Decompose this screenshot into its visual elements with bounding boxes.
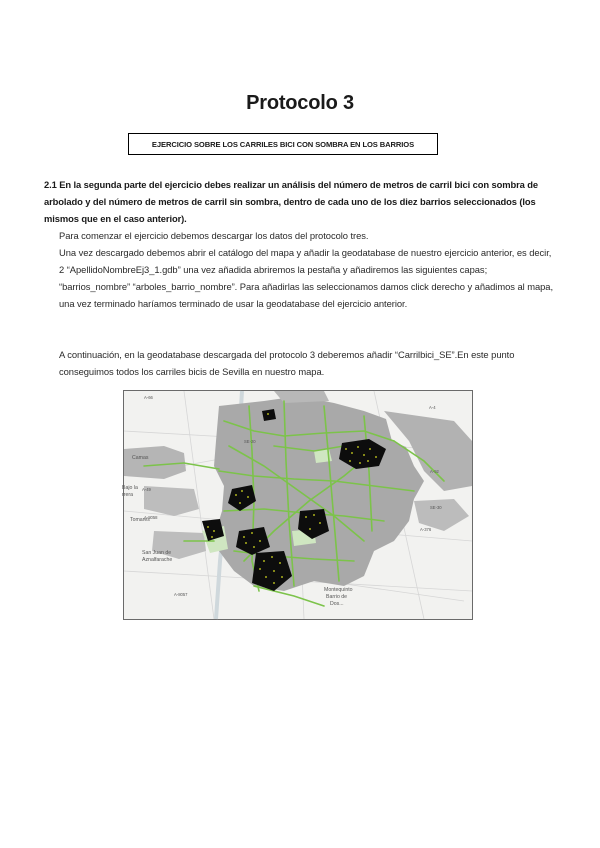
road-code-se20: SE-20 (244, 439, 256, 444)
road-code-a92: A-92 (430, 469, 439, 474)
exercise-heading: EJERCICIO SOBRE LOS CARRILES BICI CON SOMBRA EN LOS BARRIOS (151, 139, 415, 149)
road-code-a8057: A-8057 (174, 592, 188, 597)
road-code-se30: SE-30 (430, 505, 442, 510)
label-barrio: Barrio de (326, 594, 348, 600)
paragraph-2: Una vez descargado debemos abrir el catálogo del mapa y añadir la geodatabase de nuestro ejercicio anterior, es decir, 2 “ApellidoNombreEj3_1.gdb” una vez añadida abriremos la pestaña y añadiremos las siguientes capas; “barrios_nombre” “arboles_barrio_nombre”. Para añadirlas las seleccionamos damos click derecho y añadimos al mapa, una vez terminado haríamos terminado de usar la geodatabase del ejercicio anterior. (59, 247, 554, 309)
paragraph-1: Para comenzar el ejercicio debemos descargar los datos del protocolo tres. (59, 230, 369, 241)
label-san-juan-2: Aznalfarache (142, 557, 173, 563)
label-montequinto: Montequinto (324, 587, 353, 593)
road-code-a8058: A-8058 (144, 515, 158, 520)
map-canvas (124, 391, 472, 619)
page-title: Protocolo 3 (246, 92, 354, 114)
map-figure (123, 390, 473, 620)
road-code-a66: A-66 (144, 395, 153, 400)
section-question: 2.1 En la segunda parte del ejercicio debes realizar un análisis del número de metros de carril bici con sombra de arbolado y del número de metros de carril sin sombra, dentro de cada uno de los diez barrios seleccionados (los mismos que en el caso anterior). (44, 179, 538, 224)
road-code-a4: A-4 (429, 405, 436, 410)
label-bajo-la: Bajo la (122, 485, 138, 491)
label-bajo-la-2: rrera (122, 492, 133, 498)
label-camas: Camas (132, 455, 149, 461)
road-code-a376: A-376 (420, 527, 432, 532)
label-dos: Dos... (330, 601, 344, 607)
road-code-a49: A-49 (142, 487, 151, 492)
label-tomares: Tomares (130, 517, 150, 523)
exercise-heading-box (128, 133, 438, 155)
paragraph-3: A continuación, en la geodatabase descargada del protocolo 3 deberemos añadir “Carrilbici_SE”.En este punto conseguimos todos los carriles bicis de Sevilla en nuestro mapa. (59, 349, 515, 377)
label-san-juan: San Juan de (142, 550, 172, 556)
